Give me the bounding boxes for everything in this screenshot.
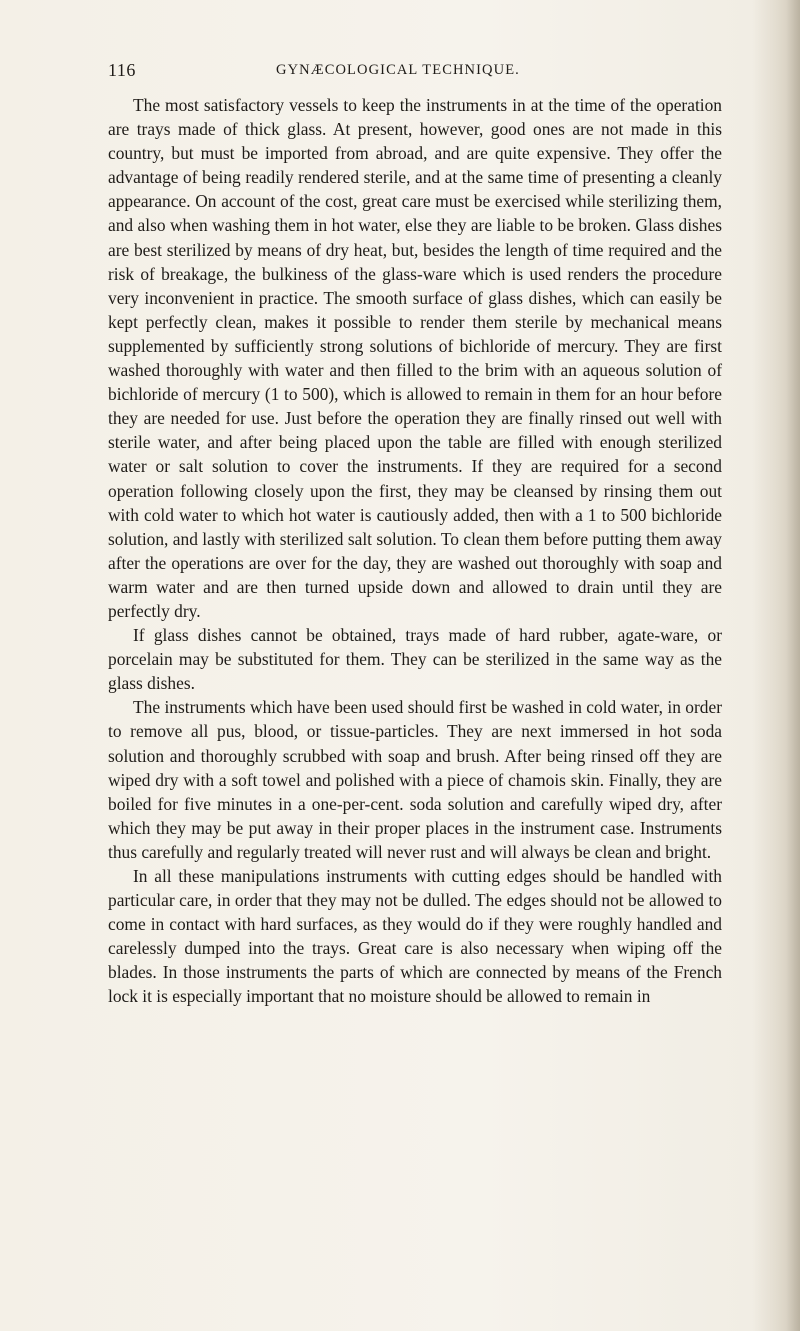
paragraph-cutting-edges: In all these manipulations instruments with cutting edges should be handled with particular care, in order that they may not be dulled. The edges should not be allowed to come in contact with hard surfaces, as they would do if they were roughly handled and carelessly dumped into the trays. Great care is also necessary when wiping off the blades. In those instruments the parts of which are connected by means of the French lock it is especially important that no moisture should be allowed to remain in [108, 866, 722, 1007]
page-edge-shadow [786, 0, 800, 1331]
page-number: 116 [108, 60, 136, 80]
running-head [108, 60, 722, 86]
body-text [108, 93, 722, 1009]
running-title: GYNÆCOLOGICAL TECHNIQUE. [276, 62, 520, 78]
paragraph-instrument-cleaning: The instruments which have been used should first be washed in cold water, in order to remove all pus, blood, or tissue-particles. They are next immersed in hot soda solution and thoroughly scrubbed with soap and brush. After being rinsed off they are wiped dry with a soft towel and polished with a piece of chamois skin. Finally, they are boiled for five minutes in a one-per-cent. soda solution and carefully wiped dry, after which they may be put away in their proper places in the instrument case. Instruments thus carefully and regularly treated will never rust and will always be clean and bright. [108, 697, 722, 862]
paragraph-substitutes: If glass dishes cannot be obtained, trays made of hard rubber, agate-ware, or porcelain may be substituted for them. They can be sterilized in the same way as the glass dishes. [108, 625, 722, 694]
paragraph-glass-trays: The most satisfactory vessels to keep the instruments in at the time of the operation are trays made of thick glass. At present, however, good ones are not made in this country, but must be imported from abroad, and are quite expensive. They offer the advantage of being readily rendered sterile, and at the same time of presenting a cleanly appearance. On account of the cost, great care must be exercised while sterilizing them, and also when washing them in hot water, else they are liable to be broken. Glass dishes are best sterilized by means of dry heat, but, besides the length of time required and the risk of breakage, the bulkiness of the glass-ware which is used renders the procedure very inconvenient in practice. The smooth surface of glass dishes, which can easily be kept perfectly clean, makes it possible to render them sterile by mechanical means supplemented by sufficiently strong solutions of bichloride of mercury. They are first washed thoroughly with water and then filled to the brim with an aqueous solution of bichloride of mercury (1 to 500), which is allowed to remain in them for an hour before they are needed for use. Just before the operation they are finally rinsed out well with sterile water, and after being placed upon the table are filled with enough sterilized water or salt solution to cover the instruments. If they are required for a second operation following closely upon the first, they may be cleansed by rinsing them out with cold water to which hot water is cautiously added, then with a 1 to 500 bichloride solution, and lastly with sterilized salt solution. To clean them before putting them away after the operations are over for the day, they are washed out thoroughly with soap and warm water and are then turned upside down and allowed to drain until they are perfectly dry. [108, 95, 722, 621]
